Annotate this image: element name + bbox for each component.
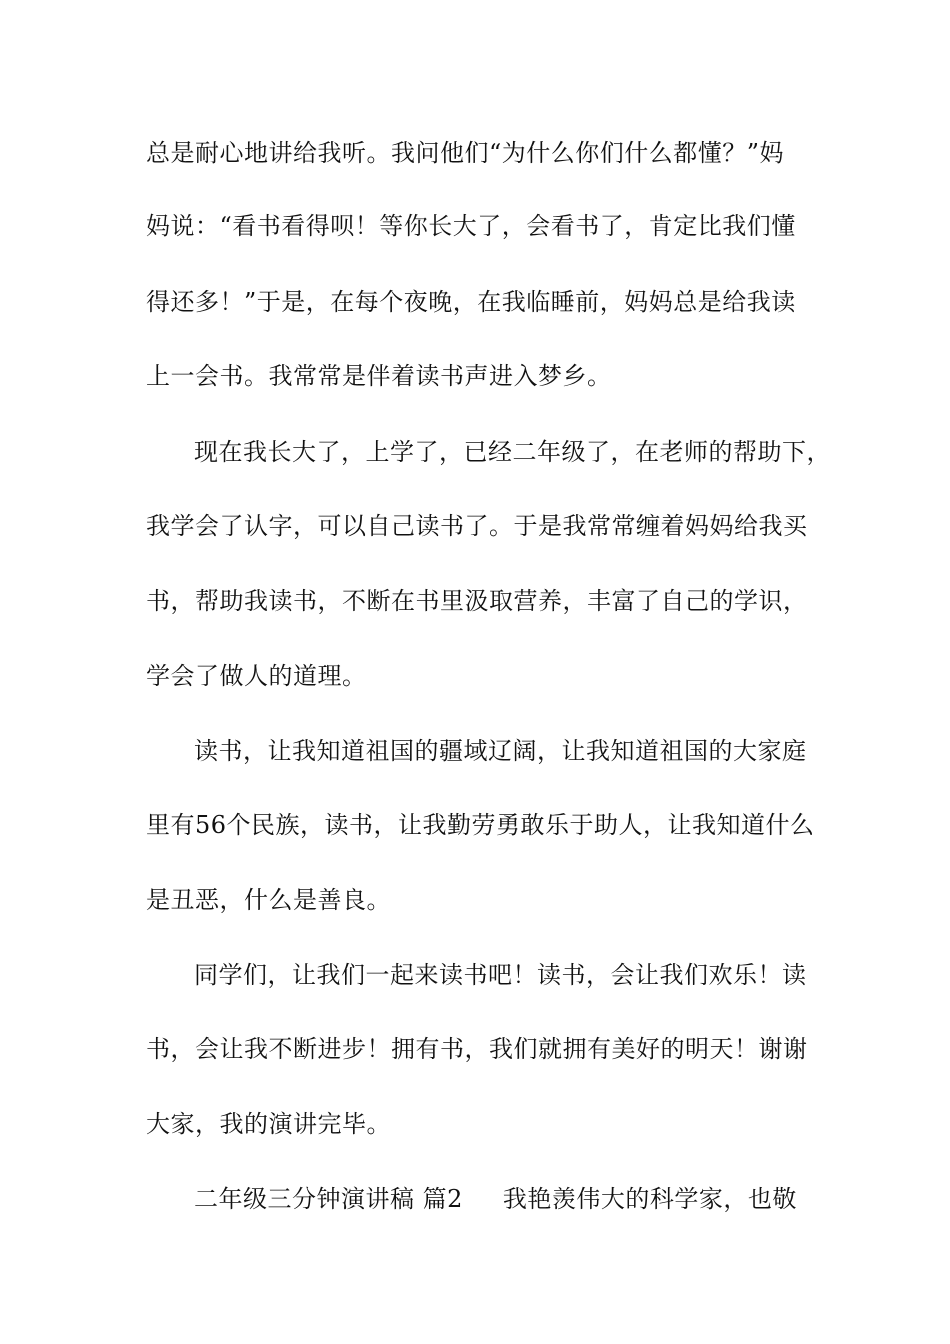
paragraph-2-line-2: 我学会了认字，可以自己读书了。于是我常常缠着妈妈给我买 (146, 512, 808, 540)
paragraph-2-line-1: 现在我长大了，上学了，已经二年级了，在老师的帮助下， (194, 438, 831, 466)
paragraph-1-line-4: 上一会书。我常常是伴着读书声进入梦乡。 (146, 362, 612, 390)
paragraph-3-line-3: 是丑恶，什么是善良。 (146, 886, 391, 914)
paragraph-2-line-4: 学会了做人的道理。 (146, 662, 367, 690)
paragraph-3-line-2: 里有56个民族，读书，让我勤劳勇敢乐于助人，让我知道什么 (146, 811, 815, 839)
paragraph-4-line-1: 同学们，让我们一起来读书吧！读书，会让我们欢乐！读 (194, 961, 807, 989)
section-continuation-text: 我艳羡伟大的科学家，也敬 (502, 1185, 797, 1213)
paragraph-4-line-2: 书，会让我不断进步！拥有书，我们就拥有美好的明天！谢谢 (146, 1035, 808, 1063)
section-heading-title: 二年级三分钟演讲稿 篇2 (194, 1185, 463, 1213)
section-heading-line (194, 1179, 834, 1219)
paragraph-1-line-3: 得还多！”于是，在每个夜晚，在我临睡前，妈妈总是给我读 (146, 288, 796, 316)
paragraph-4-line-3: 大家，我的演讲完毕。 (146, 1110, 391, 1138)
paragraph-3-line-1: 读书，让我知道祖国的疆域辽阔，让我知道祖国的大家庭 (194, 737, 807, 765)
paragraph-1-line-2: 妈说：“看书看得呗！等你长大了，会看书了，肯定比我们懂 (146, 212, 796, 240)
paragraph-2-line-3: 书，帮助我读书，不断在书里汲取营养，丰富了自己的学识， (146, 587, 808, 615)
paragraph-1-line-1: 总是耐心地讲给我听。我问他们“为什么你们什么都懂？”妈 (146, 139, 785, 167)
